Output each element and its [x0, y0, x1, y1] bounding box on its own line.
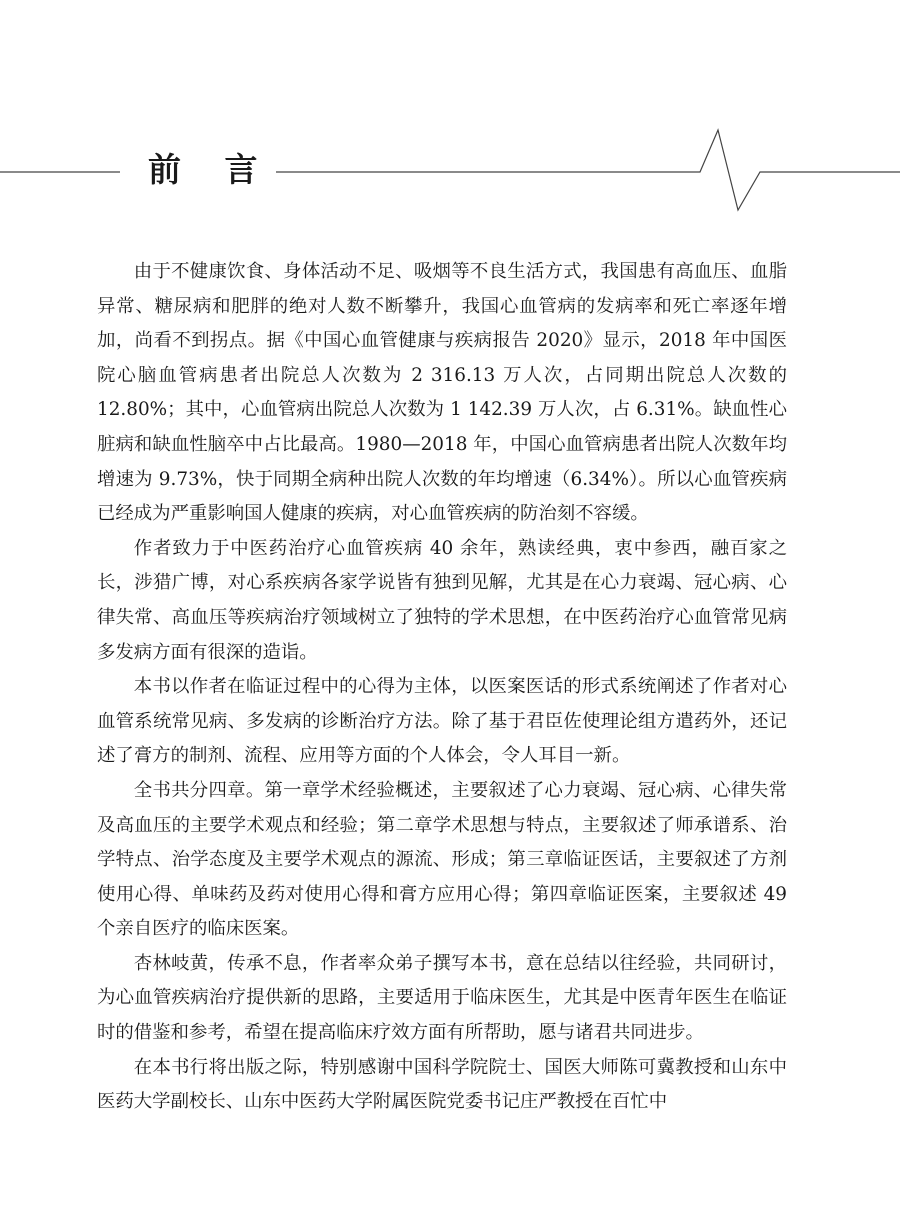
- paragraph-1: 由于不健康饮食、身体活动不足、吸烟等不良生活方式，我国患有高血压、血脂异常、糖尿病和肥胖的绝对人数不断攀升，我国心血管病的发病率和死亡率逐年增加，尚看不到拐点。据《中国心血管健康与疾病报告 2020》显示，2018 年中国医院心脑血管病患者出院总人次数为 2 316.13 万人次，占同期出院总人次数的 12.80%；其中，心血管病出院总人次数为 1 142.39 万人次，占 6.31%。缺血性心脏病和缺血性脑卒中占比最高。1980—2018 年，中国心血管病患者出院人次数年均增速为 9.73%，快于同期全病种出院人次数的年均增速（6.34%）。所以心血管疾病已经成为严重影响国人健康的疾病，对心血管疾病的防治刻不容缓。: [97, 261, 787, 525]
- paragraph-6: 在本书行将出版之际，特别感谢中国科学院院士、国医大师陈可冀教授和山东中医药大学副校长、山东中医药大学附属医院党委书记庄严教授在百忙中: [97, 1056, 787, 1113]
- paragraph-5: 杏林岐黄，传承不息，作者率众弟子撰写本书，意在总结以往经验，共同研讨，为心血管疾病治疗提供新的思路，主要适用于临床医生，尤其是中医青年医生在临证时的借鉴和参考，希望在提高临床疗效方面有所帮助，愿与诸君共同进步。: [97, 952, 787, 1044]
- ecg-divider-line: [0, 0, 900, 230]
- chapter-heading: [0, 0, 900, 230]
- paragraph-3: 本书以作者在临证过程中的心得为主体，以医案医话的形式系统阐述了作者对心血管系统常见病、多发病的诊断治疗方法。除了基于君臣佐使理论组方遣药外，还记述了膏方的制剂、流程、应用等方面的个人体会，令人耳目一新。: [97, 676, 787, 767]
- paragraph-2: 作者致力于中医药治疗心血管疾病 40 余年，熟读经典，衷中参西，融百家之长，涉猎广博，对心系疾病各家学说皆有独到见解，尤其是在心力衰竭、冠心病、心律失常、高血压等疾病治疗领域树立了独特的学术思想，在中医药治疗心血管常见病多发病方面有很深的造诣。: [97, 537, 787, 663]
- preface-body: [97, 255, 787, 1120]
- page-title: 前 言: [142, 148, 276, 192]
- paragraph-4: 全书共分四章。第一章学术经验概述，主要叙述了心力衰竭、冠心病、心律失常及高血压的主要学术观点和经验；第二章学术思想与特点，主要叙述了师承谱系、治学特点、治学态度及主要学术观点的源流、形成；第三章临证医话，主要叙述了方剂使用心得、单味药及药对使用心得和膏方应用心得；第四章临证医案，主要叙述 49 个亲自医疗的临床医案。: [97, 779, 787, 940]
